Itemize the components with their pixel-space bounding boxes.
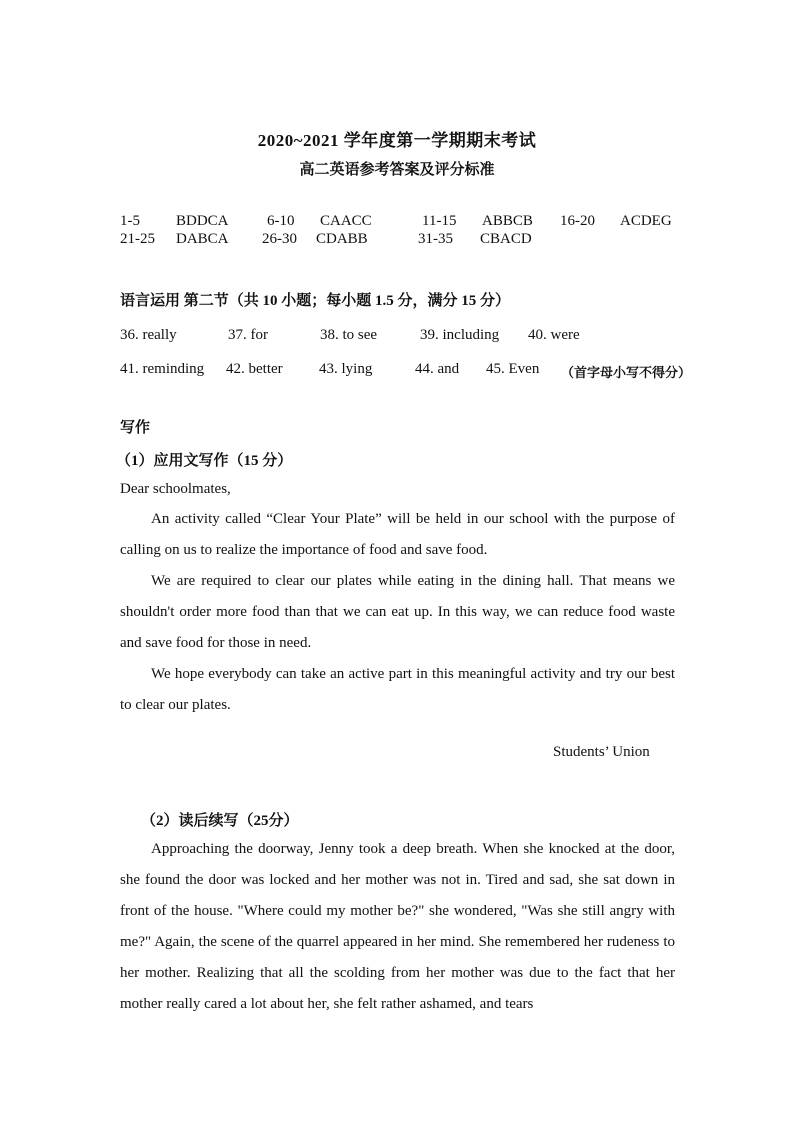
answer-value: BDDCA: [176, 213, 229, 229]
answer-value: DABCA: [176, 231, 229, 247]
fill-answer: 38. to see: [320, 327, 378, 343]
fill-answer: 39. including: [420, 327, 500, 343]
answer-range: 21-25: [120, 231, 155, 247]
fill-answer: 41. reminding: [120, 361, 205, 377]
fill-answer: 40. were: [528, 327, 580, 343]
fill-answer: 43. lying: [319, 361, 373, 377]
answer-value: ABBCB: [482, 213, 533, 229]
answer-range: 1-5: [120, 213, 140, 229]
answer-value: CAACC: [320, 213, 372, 229]
answer-range: 11-15: [422, 213, 457, 229]
fill-answer: 42. better: [226, 361, 283, 377]
letter-greeting: Dear schoolmates,: [120, 481, 231, 497]
fill-answer: 44. and: [415, 361, 460, 377]
continuation-paragraph: Approaching the doorway, Jenny took a deep breath. When she knocked at the door, she found the door was locked and her mother was not in. Tired and sad, she sat down in front of the house. "Where could my mother be?" she wondered, "Was she still angry with me?" Again, the scene of the quarrel appeared in her mind. She remembered her rudeness to her mother. Realizing that all the scolding from her mother was due to the fact that her mother really cared a lot about her, she felt rather ashamed, and tears: [120, 841, 675, 1012]
fill-answer: 45. Even: [486, 361, 540, 377]
fill-answer: 37. for: [228, 327, 268, 343]
language-section-heading: 语言运用 第二节（共 10 小题；每小题 1.5 分，满分 15 分）: [120, 293, 511, 309]
answer-range: 26-30: [262, 231, 297, 247]
letter-paragraph: We are required to clear our plates while eating in the dining hall. That means we shouldn't order more food than that we can eat up. In this way, we can reduce food waste and save food for those in need.: [120, 573, 675, 651]
fill-answer: 36. really: [120, 327, 177, 343]
grading-note: （首字母小写不得分）: [561, 365, 692, 380]
letter-paragraph: An activity called “Clear Your Plate” will be held in our school with the purpose of calling on us to realize the importance of food and save food.: [120, 511, 675, 558]
answer-range: 6-10: [267, 213, 295, 229]
answer-value: CDABB: [316, 231, 368, 247]
continuation-writing-heading: （2）读后续写（25分）: [141, 813, 299, 829]
page-title: 2020~2021 学年度第一学期期末考试: [257, 131, 537, 150]
answer-value: ACDEG: [620, 213, 672, 229]
answer-range: 31-35: [418, 231, 453, 247]
answer-range: 16-20: [560, 213, 595, 229]
page-subtitle: 高二英语参考答案及评分标准: [299, 162, 495, 178]
answer-value: CBACD: [480, 231, 532, 247]
letter-signature: Students’ Union: [553, 744, 650, 760]
writing-heading: 写作: [120, 420, 151, 436]
letter-paragraph: We hope everybody can take an active part in this meaningful activity and try our best to clear our plates.: [120, 666, 675, 713]
practical-writing-heading: （1）应用文写作（15 分）: [116, 453, 293, 469]
